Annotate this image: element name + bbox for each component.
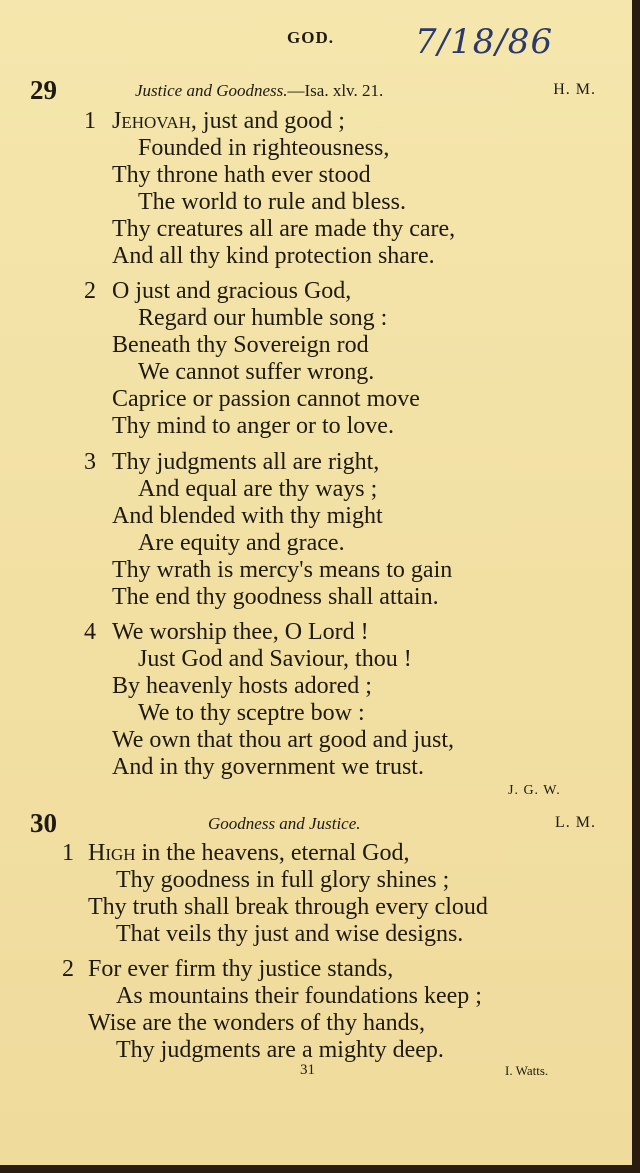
verse-line: Thy goodness in full glory shines ; <box>116 867 450 893</box>
stanza-number: 3 <box>84 449 96 475</box>
page-edge <box>632 0 640 1173</box>
verse-line: That veils thy just and wise designs. <box>116 921 464 947</box>
running-head: GOD. <box>287 28 334 47</box>
verse-line: As mountains their foundations keep ; <box>116 983 482 1009</box>
hymn-number: 29 <box>30 75 57 105</box>
stanza-number: 1 <box>62 840 74 866</box>
opening-word: Jehovah <box>112 108 191 134</box>
verse-line: Caprice or passion cannot move <box>112 386 420 412</box>
verse-line: Thy creatures all are made thy care, <box>112 216 456 242</box>
verse-line: The world to rule and bless. <box>138 189 406 215</box>
verse-line: Are equity and grace. <box>138 530 345 556</box>
stanza-number: 2 <box>84 278 96 304</box>
verse-line: And blended with thy might <box>112 503 383 529</box>
stanza-number: 1 <box>84 108 96 134</box>
handwritten-note: 7/18/86 <box>415 22 554 62</box>
verse-line: Thy mind to anger or to love. <box>112 413 394 439</box>
hymn-heading <box>0 808 640 838</box>
hymn-number: 30 <box>30 808 57 838</box>
verse-line: Beneath thy Sovereign rod <box>112 332 369 358</box>
verse-line: And in thy government we trust. <box>112 754 424 780</box>
verse-line: Just God and Saviour, thou ! <box>138 646 412 672</box>
stanza-number: 4 <box>84 619 96 645</box>
hymn-title: Goodness and Justice. <box>208 814 361 833</box>
verse-line: Thy truth shall break through every cloud <box>88 894 488 920</box>
verse-line: And all thy kind protection share. <box>112 243 435 269</box>
opening-word: High <box>88 840 136 866</box>
hymn-heading <box>0 75 640 105</box>
verse-line: Regard our humble song : <box>138 305 388 331</box>
verse-line: And equal are thy ways ; <box>138 476 378 502</box>
verse-line: For ever firm thy justice stands, <box>88 956 394 982</box>
verse-line: We cannot suffer wrong. <box>138 359 375 385</box>
verse-line: Jehovah, just and good ; <box>112 108 345 134</box>
stanza-number: 2 <box>62 956 74 982</box>
verse-line: Thy wrath is mercy's means to gain <box>112 557 453 583</box>
verse-line: We own that thou art good and just, <box>112 727 455 753</box>
verse-line: Thy judgments all are right, <box>112 449 380 475</box>
verse-line: Wise are the wonders of thy hands, <box>88 1010 425 1036</box>
page-header <box>0 22 640 62</box>
page-number: 31 <box>300 1062 315 1078</box>
hymn-author: I. Watts. <box>505 1063 549 1078</box>
page-edge <box>0 1165 640 1173</box>
verse-line: Founded in righteousness, <box>138 135 390 161</box>
verse-line: Thy throne hath ever stood <box>112 162 371 188</box>
verse-line: Thy judgments are a mighty deep. <box>116 1037 444 1063</box>
hymn-meter: L. M. <box>555 814 596 831</box>
verse-line: The end thy goodness shall attain. <box>112 584 439 610</box>
hymn-meter: H. M. <box>553 81 596 98</box>
verse-line: By heavenly hosts adored ; <box>112 673 372 699</box>
verse-line: We worship thee, O Lord ! <box>112 619 369 645</box>
verse-line: We to thy sceptre bow : <box>138 700 365 726</box>
verse-line: High in the heavens, eternal God, <box>88 840 410 866</box>
scripture-reference: —Isa. xlv. 21. <box>287 81 384 100</box>
verse-line: O just and gracious God, <box>112 278 352 304</box>
hymn-title: Justice and Goodness.—Isa. xlv. 21. <box>135 81 384 100</box>
hymn-author: J. G. W. <box>508 783 561 798</box>
